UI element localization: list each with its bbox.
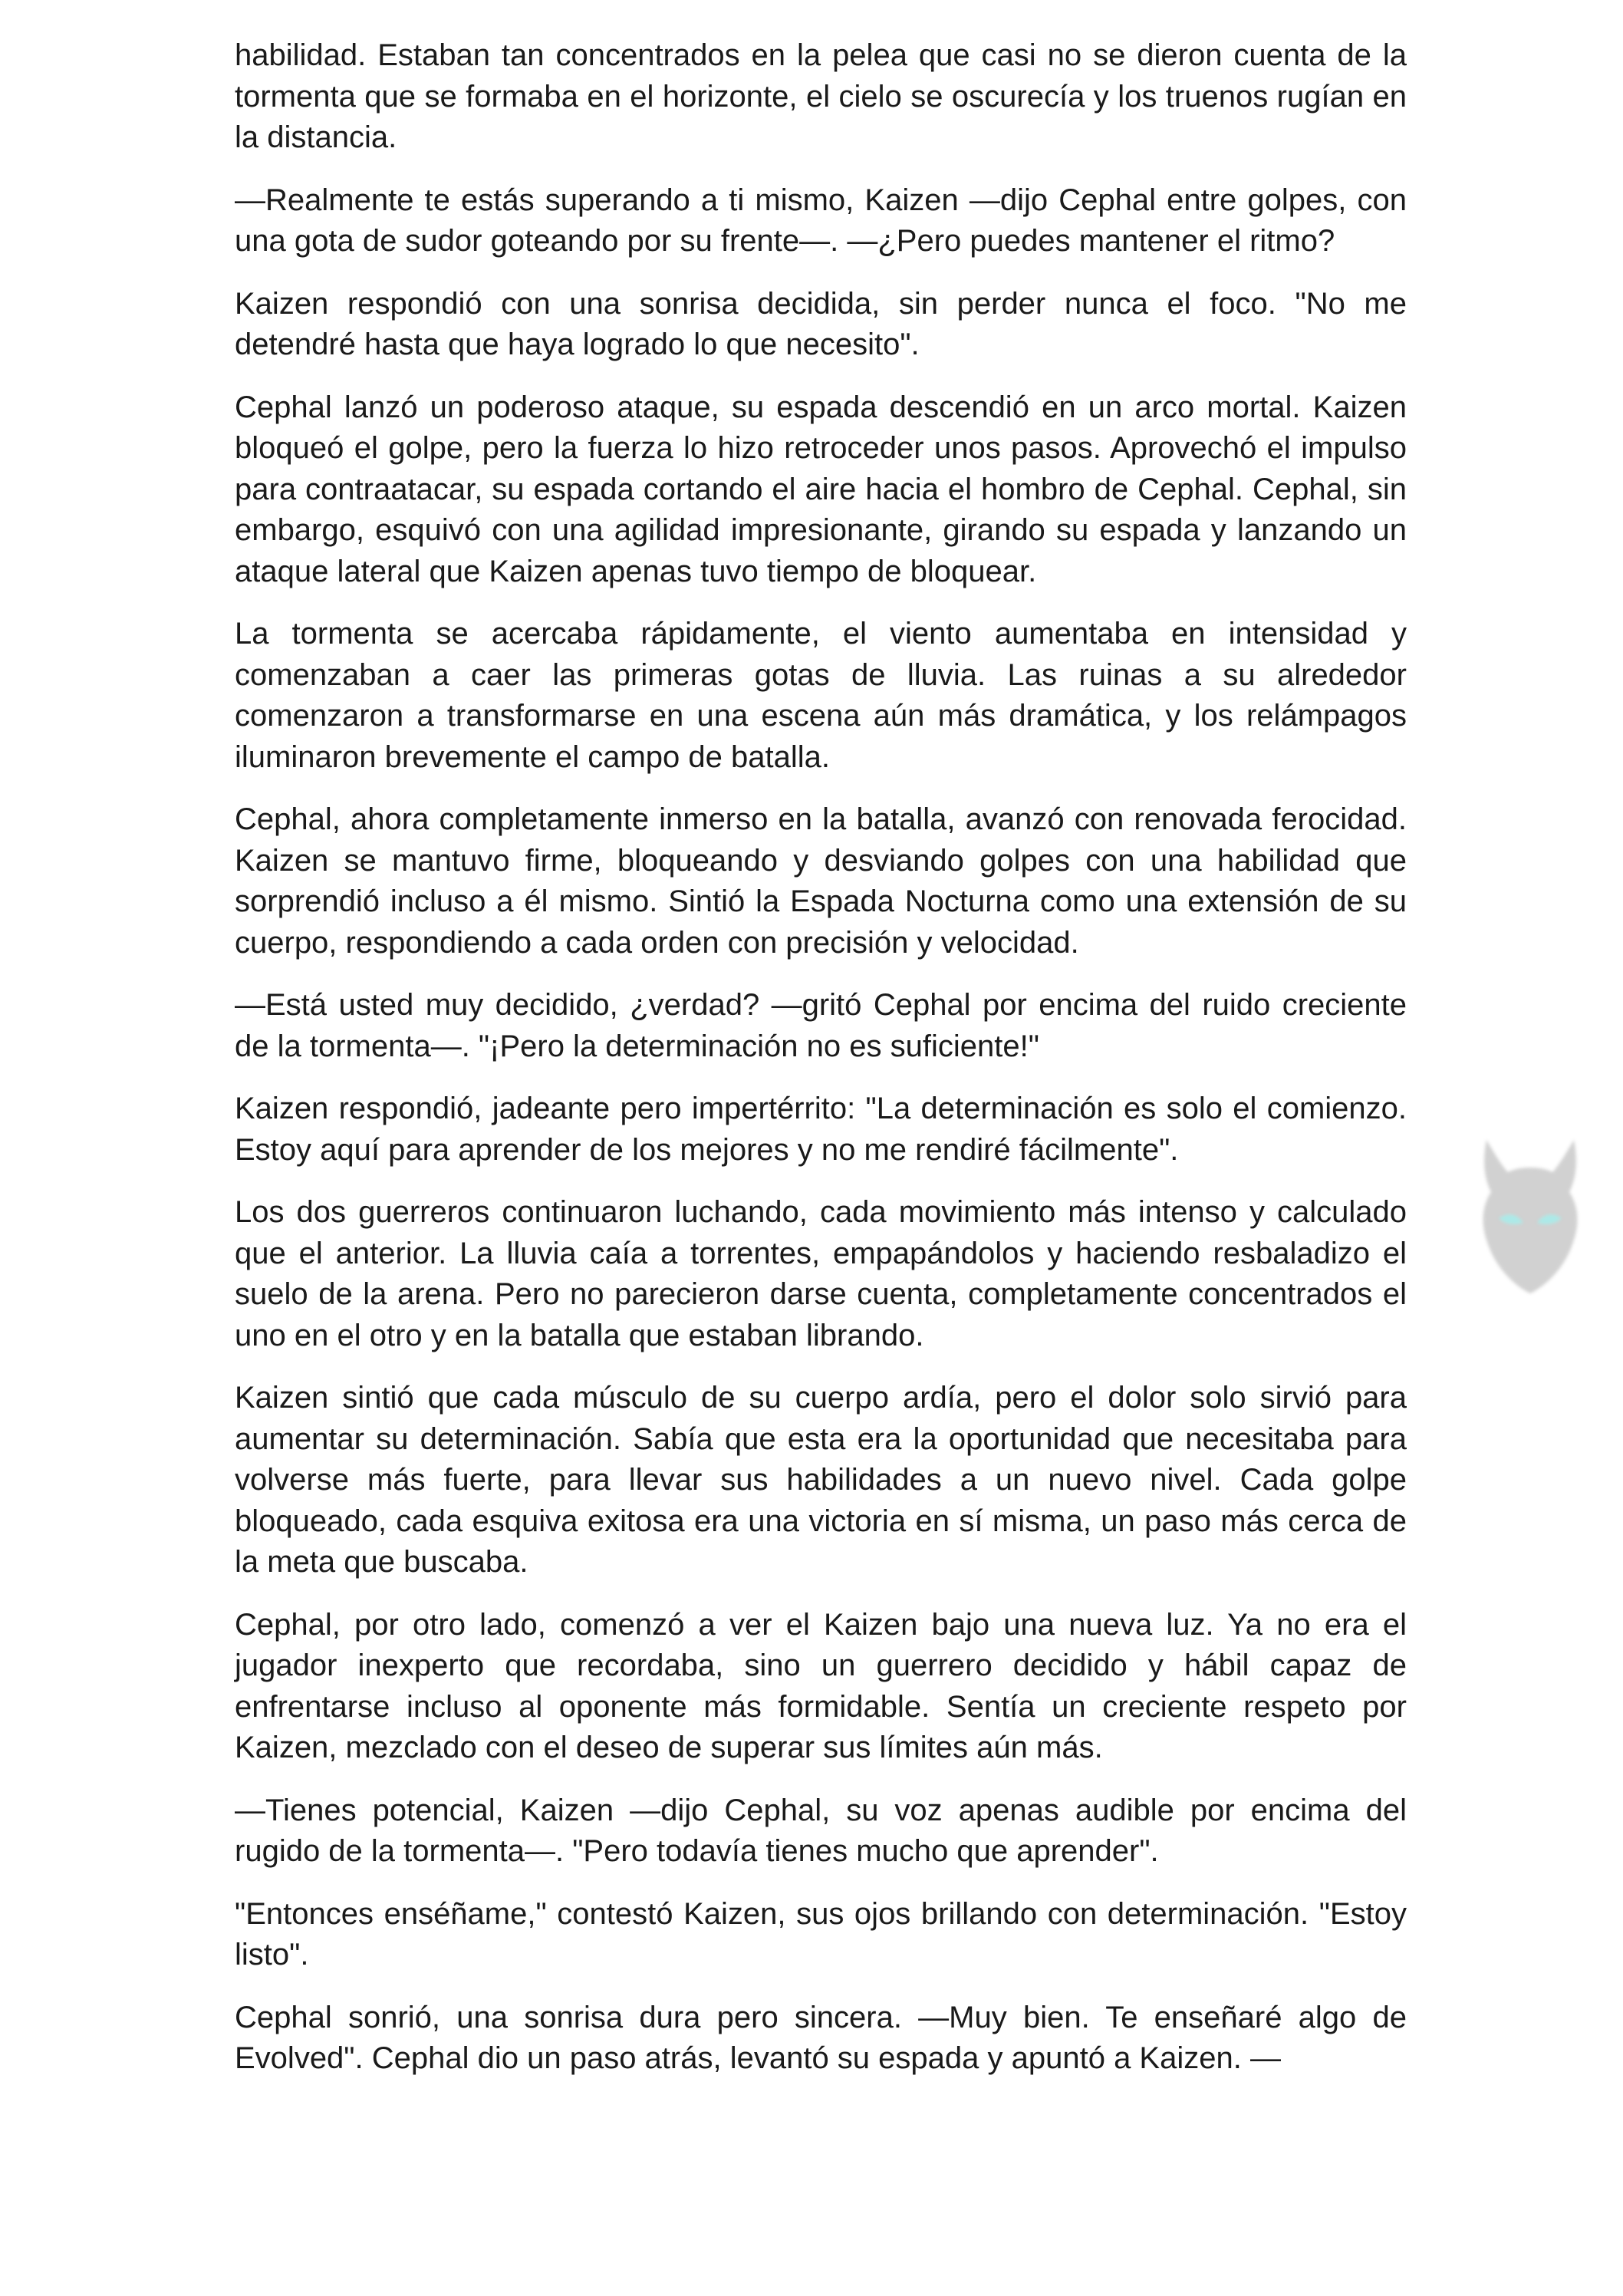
demon-head-icon [1473, 1132, 1588, 1301]
paragraph-11: Cephal, por otro lado, comenzó a ver el Kaizen bajo una nueva luz. Ya no era el jugador inexperto que recordaba, sino un guerrero decidido y hábil capaz de enfrentarse incluso al oponente más formidable. Sentía un creciente respeto por Kaizen, mezclado con el deseo de superar sus límites aún más. [235, 1607, 1407, 1764]
paragraph-1: habilidad. Estaban tan concentrados en la pelea que casi no se dieron cuenta de la tormenta que se formaba en el horizonte, el cielo se oscurecía y los truenos rugían en la distancia. [235, 38, 1407, 154]
document-body [235, 35, 1407, 2101]
paragraph-4: Cephal lanzó un poderoso ataque, su espada descendió en un arco mortal. Kaizen bloqueó el golpe, pero la fuerza lo hizo retroceder unos pasos. Aprovechó el impulso para contraatacar, su espada cortando el aire hacia el hombro de Cephal. Cephal, sin embargo, esquivó con una agilidad impresionante, girando su espada y lanzando un ataque lateral que Kaizen apenas tuvo tiempo de bloquear. [235, 390, 1407, 588]
paragraph-6: Cephal, ahora completamente inmerso en la batalla, avanzó con renovada ferocidad. Kaizen se mantuvo firme, bloqueando y desviando golpes con una habilidad que sorprendió incluso a él mismo. Sintió la Espada Nocturna como una extensión de su cuerpo, respondiendo a cada orden con precisión y velocidad. [235, 802, 1407, 960]
paragraph-9: Los dos guerreros continuaron luchando, cada movimiento más intenso y calculado que el anterior. La lluvia caía a torrentes, empapándolos y haciendo resbaladizo el suelo de la arena. Pero no parecieron darse cuenta, completamente concentrados el uno en el otro y en la batalla que estaban librando. [235, 1195, 1407, 1352]
paragraph-8: Kaizen respondió, jadeante pero impertérrito: "La determinación es solo el comienzo. Estoy aquí para aprender de los mejores y no me rendiré fácilmente". [235, 1092, 1407, 1167]
paragraph-10: Kaizen sintió que cada músculo de su cuerpo ardía, pero el dolor solo sirvió para aumentar su determinación. Sabía que esta era la oportunidad que necesitaba para volverse más fuerte, para llevar sus habilidades a un nuevo nivel. Cada golpe bloqueado, cada esquiva exitosa era una victoria en sí misma, un paso más cerca de la meta que buscaba. [235, 1381, 1407, 1579]
paragraph-12: —Tienes potencial, Kaizen —dijo Cephal, su voz apenas audible por encima del rugido de la tormenta—. "Pero todavía tienes mucho que aprender". [235, 1793, 1407, 1868]
paragraph-2: —Realmente te estás superando a ti mismo, Kaizen —dijo Cephal entre golpes, con una gota de sudor goteando por su frente—. —¿Pero puedes mantener el ritmo? [235, 183, 1407, 258]
paragraph-7: —Está usted muy decidido, ¿verdad? —gritó Cephal por encima del ruido creciente de la tormenta—. "¡Pero la determinación no es suficiente!" [235, 988, 1407, 1063]
paragraph-5: La tormenta se acercaba rápidamente, el viento aumentaba en intensidad y comenzaban a caer las primeras gotas de lluvia. Las ruinas a su alrededor comenzaron a transformarse en una escena aún más dramática, y los relámpagos iluminaron brevemente el campo de batalla. [235, 617, 1407, 774]
paragraph-3: Kaizen respondió con una sonrisa decidida, sin perder nunca el foco. "No me detendré hasta que haya logrado lo que necesito". [235, 286, 1407, 361]
paragraph-14: Cephal sonrió, una sonrisa dura pero sincera. —Muy bien. Te enseñaré algo de Evolved". Cephal dio un paso atrás, levantó su espada y apuntó a Kaizen. — [235, 2000, 1407, 2075]
paragraph-13: "Entonces enséñame," contestó Kaizen, sus ojos brillando con determinación. "Estoy listo". [235, 1896, 1407, 1972]
